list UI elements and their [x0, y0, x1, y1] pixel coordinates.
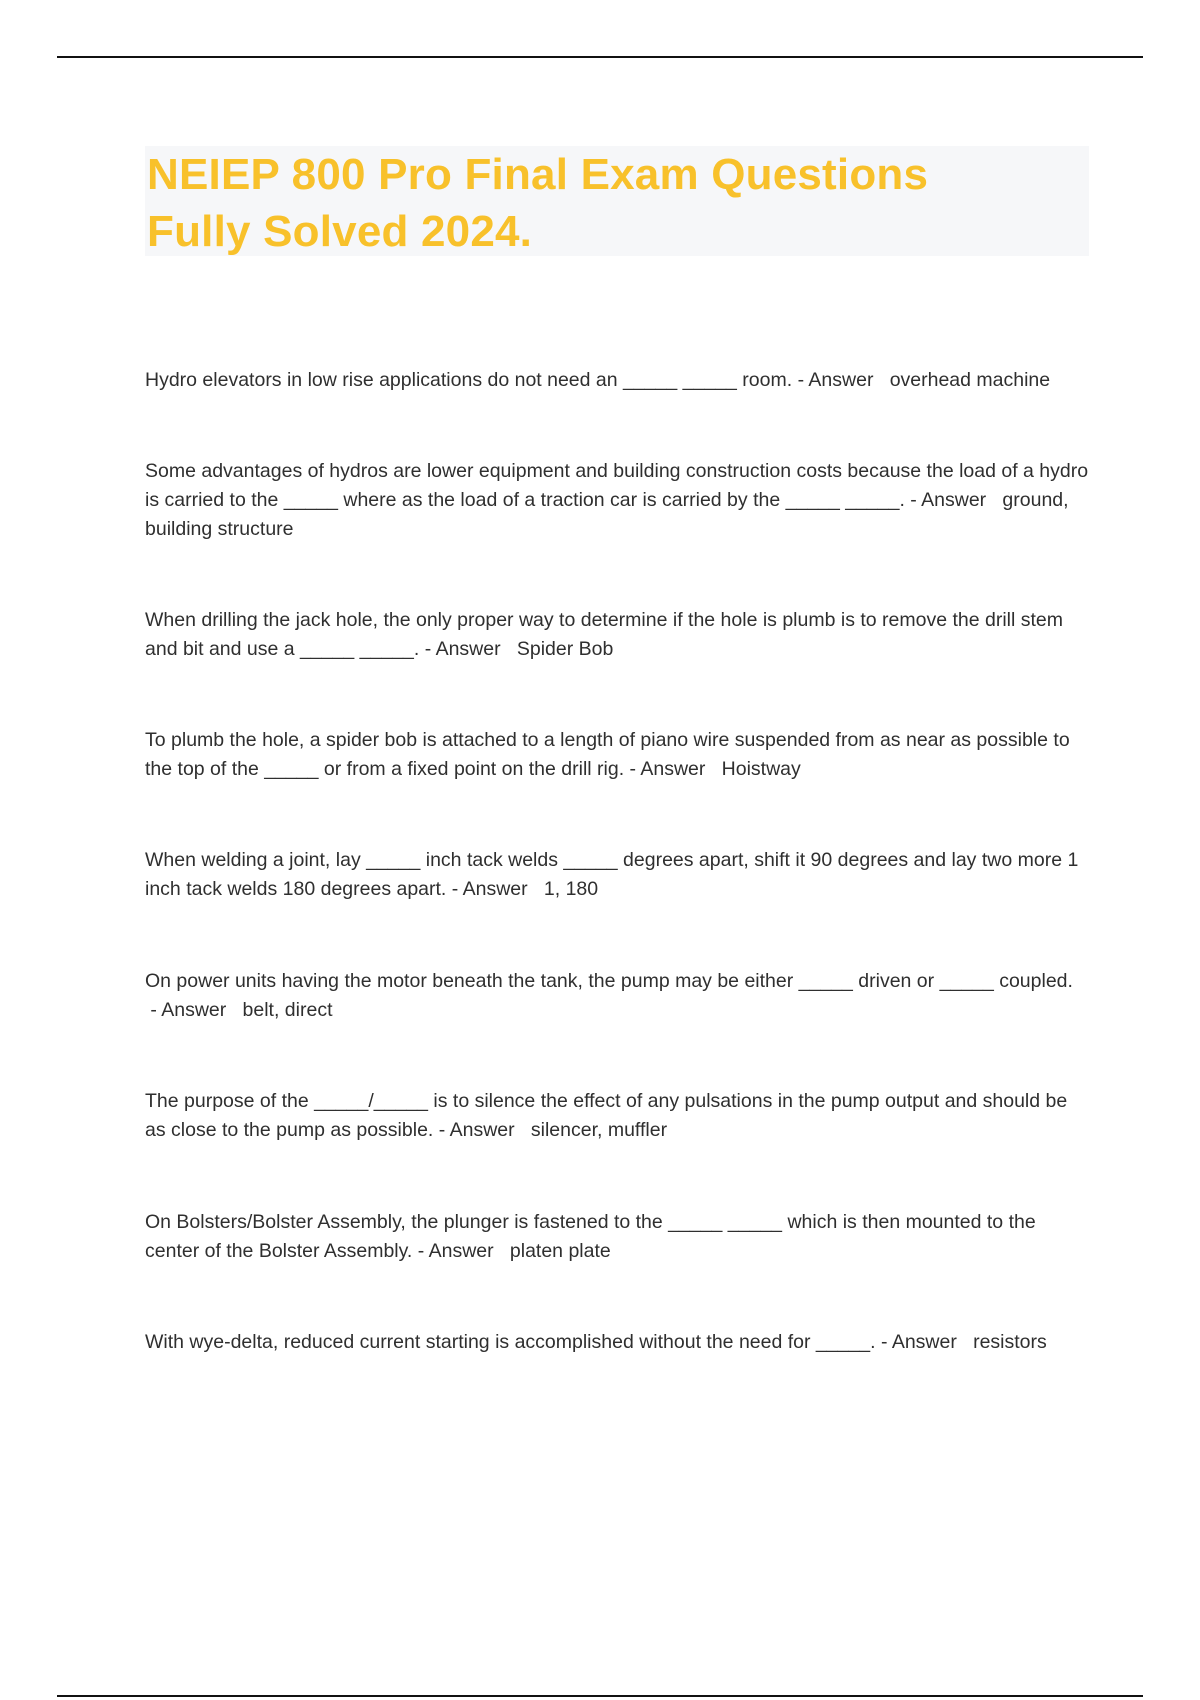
top-rule — [57, 56, 1143, 58]
document-title — [147, 146, 1089, 260]
answer-separator: - Answer — [412, 1239, 510, 1262]
question-text: The purpose of the _____/_____ is to silence the effect of any pulsations in the pump output and should be as close to the pump as possible. — [145, 1089, 1068, 1141]
answer-text: platen plate — [509, 1239, 611, 1262]
answer-text: Hoistway — [721, 757, 801, 780]
answer-separator: - Answer — [904, 488, 1003, 511]
title-line-2: Fully Solved 2024. — [147, 207, 533, 256]
title-line-1: NEIEP 800 Pro Final Exam Questions — [147, 150, 929, 199]
question-item — [145, 606, 1090, 664]
question-text: When drilling the jack hole, the only proper way to determine if the hole is plumb is to remove the drill stem and bit and use a _____ _____. — [145, 608, 1064, 660]
answer-text: resistors — [973, 1330, 1047, 1353]
question-item — [145, 1087, 1090, 1145]
question-text: With wye-delta, reduced current starting is accomplished without the need for _____. — [145, 1330, 876, 1353]
question-item — [145, 1328, 1090, 1357]
question-item — [145, 366, 1090, 395]
question-item — [145, 1208, 1090, 1266]
answer-text: silencer, muffler — [530, 1118, 668, 1141]
question-item — [145, 726, 1090, 784]
question-text: To plumb the hole, a spider bob is attached to a length of piano wire suspended from as near as possible to the top of the _____ or from a fixed point on the drill rig. — [145, 728, 1070, 780]
answer-separator: - Answer — [792, 368, 890, 391]
question-text: Hydro elevators in low rise applications do not need an _____ _____ room. — [145, 368, 793, 391]
answer-text: 1, 180 — [543, 877, 599, 900]
answer-separator: - Answer — [446, 877, 544, 900]
question-item — [145, 846, 1090, 904]
question-text: When welding a joint, lay _____ inch tack welds _____ degrees apart, shift it 90 degrees and lay two more 1 inch tack welds 180 degrees apart. — [145, 848, 1079, 900]
question-text: On power units having the motor beneath the tank, the pump may be either _____ driven or _____ coupled. — [145, 969, 1073, 992]
answer-text: overhead machine — [889, 368, 1051, 391]
answer-separator: - Answer — [419, 637, 517, 660]
answer-text: belt, direct — [242, 998, 333, 1021]
answer-separator: - Answer — [624, 757, 722, 780]
answer-text: Spider Bob — [516, 637, 614, 660]
title-block — [145, 146, 1089, 256]
bottom-rule — [57, 1695, 1143, 1697]
answer-separator: - Answer — [875, 1330, 974, 1353]
question-text: On Bolsters/Bolster Assembly, the plunger is fastened to the _____ _____ which is then mounted to the center of the Bolster Assembly. — [145, 1210, 1036, 1262]
answer-separator: - Answer — [145, 998, 243, 1021]
answer-separator: - Answer — [433, 1118, 531, 1141]
question-text: Some advantages of hydros are lower equipment and building construction costs because the load of a hydro is carried to the _____ where as the load of a traction car is carried by the _____ _____. — [145, 459, 1089, 511]
question-item — [145, 967, 1090, 1025]
question-item — [145, 457, 1090, 544]
answer-text: ground, building structure — [145, 488, 1069, 540]
